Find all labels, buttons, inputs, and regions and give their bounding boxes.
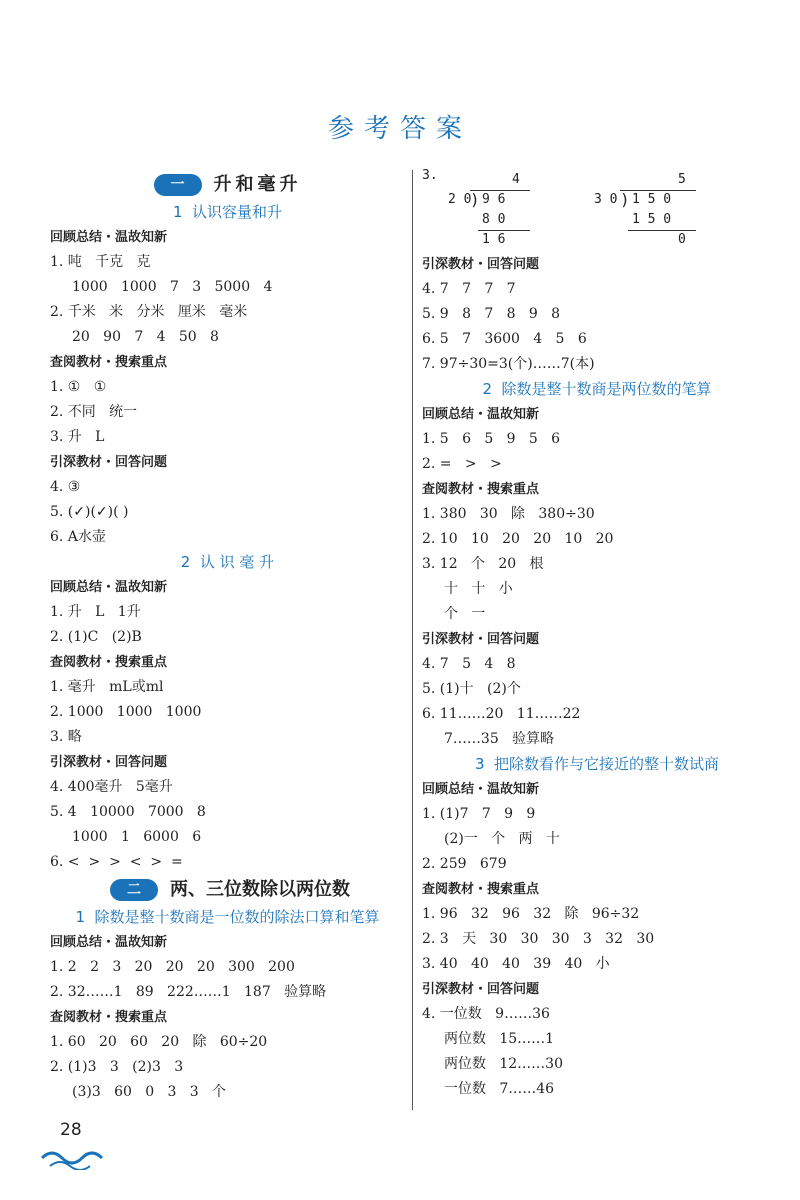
- division-b-bracket: ): [620, 190, 630, 209]
- division-a-remainder: 1 6: [482, 232, 506, 247]
- answer-line: 1. 2 2 3 20 20 20 300 200: [50, 959, 295, 975]
- answer-line: 2. 1000 1000 1000: [50, 704, 202, 720]
- long-division-block: [422, 168, 772, 247]
- division-b-remainder: 0: [678, 232, 686, 247]
- lesson-title: 1 除数是整十数商是一位数的除法口算和笔算: [75, 908, 380, 926]
- answer-line: 7. 97÷30=3(个)……7(本): [422, 356, 595, 372]
- division-a-dividend: 9 6: [482, 192, 506, 207]
- right-column-rows: [422, 252, 772, 1102]
- page-title: 参考答案: [327, 114, 472, 144]
- division-a-bracket: ): [470, 190, 480, 209]
- section-heading: 引深教材・回答问题: [422, 257, 540, 272]
- section-heading: 查阅教材・搜索重点: [422, 882, 540, 897]
- answer-line: 1. ① ①: [50, 379, 107, 395]
- answer-line: 5. 4 10000 7000 8: [50, 804, 206, 820]
- answer-line: 2. 不同 统一: [50, 404, 138, 420]
- section-heading: 回顾总结・温故知新: [422, 407, 540, 422]
- chapter-title: 升和毫升: [213, 174, 302, 195]
- section-heading: 回顾总结・温故知新: [422, 782, 540, 797]
- division-b-bar: [620, 190, 696, 191]
- answer-line: 1. 毫升 mL或ml: [50, 679, 164, 695]
- lesson-title: 1 认识容量和升: [172, 203, 283, 221]
- answer-line-continued: 两位数 12……30: [444, 1056, 563, 1072]
- answer-line: 2. 259 679: [422, 856, 507, 872]
- division-a-product: 8 0: [482, 212, 506, 227]
- division-b-product: 1 5 0: [632, 212, 672, 227]
- division-b-divisor: 3 0: [594, 192, 618, 207]
- section-heading: 回顾总结・温故知新: [50, 580, 168, 595]
- answer-line: 1. 96 32 96 32 除 96÷32: [422, 906, 640, 922]
- division-b-quotient: 5: [678, 172, 686, 187]
- lesson-title: 3 把除数看作与它接近的整十数试商: [474, 755, 720, 773]
- right-column: [422, 168, 772, 1102]
- answer-line: 5. 9 8 7 8 9 8: [422, 306, 561, 322]
- lesson-title: 2 认 识 毫 升: [180, 553, 275, 571]
- answer-line: 1. 吨 千克 克: [50, 254, 151, 270]
- answer-line: 4. 7 7 7 7: [422, 281, 516, 297]
- section-heading: 回顾总结・温故知新: [50, 935, 168, 950]
- chapter-badge: 二: [110, 879, 158, 901]
- answer-line-continued: 1000 1000 7 3 5000 4: [72, 279, 273, 295]
- answer-line-continued: 20 90 7 4 50 8: [72, 329, 219, 345]
- division-a-quotient: 4: [512, 172, 520, 187]
- wave-icon: [40, 1140, 120, 1170]
- section-heading: 回顾总结・温故知新: [50, 230, 168, 245]
- section-heading: 引深教材・回答问题: [50, 455, 168, 470]
- section-heading: 查阅教材・搜索重点: [50, 1010, 168, 1025]
- lesson-title: 2 除数是整十数商是两位数的笔算: [482, 380, 712, 398]
- answer-line-continued: 十 十 小: [444, 581, 513, 597]
- answer-line: 3. 12 个 20 根: [422, 556, 544, 572]
- answer-line-continued: 一位数 7……46: [444, 1081, 555, 1097]
- chapter-heading: [50, 170, 405, 200]
- answer-line: 2. 千米 米 分米 厘米 毫米: [50, 304, 248, 320]
- answer-line-continued: 个 一: [444, 606, 486, 622]
- answer-line: 4. 400毫升 5毫升: [50, 779, 173, 795]
- answer-line: 2. 10 10 20 20 10 20: [422, 531, 614, 547]
- section-heading: 引深教材・回答问题: [422, 982, 540, 997]
- answer-line: 4. ③: [50, 479, 81, 495]
- division-label: 3.: [422, 168, 438, 183]
- chapter-title: 两、三位数除以两位数: [170, 879, 350, 900]
- answer-line: 6. A水壶: [50, 529, 106, 545]
- answer-line: 6. 11……20 11……22: [422, 706, 581, 722]
- section-heading: 引深教材・回答问题: [422, 632, 540, 647]
- chapter-badge: 一: [154, 174, 202, 196]
- answer-line: 1. 380 30 除 380÷30: [422, 506, 595, 522]
- left-column: [50, 170, 405, 1105]
- answer-line: 1. (1)7 7 9 9: [422, 806, 536, 822]
- answer-line: 2. (1)C (2)B: [50, 629, 142, 645]
- answer-line-continued: (3)3 60 0 3 3 个: [72, 1084, 227, 1100]
- section-heading: 查阅教材・搜索重点: [50, 355, 168, 370]
- answer-line: 2. 32……1 89 222……1 187 验算略: [50, 984, 327, 1000]
- answer-line-continued: 7……35 验算略: [444, 731, 555, 747]
- page-number: 28: [60, 1120, 82, 1140]
- answer-line: 3. 升 L: [50, 429, 105, 445]
- answer-line: 4. 7 5 4 8: [422, 656, 516, 672]
- answer-line: 2. = > >: [422, 456, 502, 472]
- answer-line-continued: (2)一 个 两 十: [444, 831, 560, 847]
- division-b-dividend: 1 5 0: [632, 192, 672, 207]
- answer-line: 6. < > > < > =: [50, 854, 183, 870]
- answer-line: 3. 略: [50, 729, 82, 745]
- section-heading: 引深教材・回答问题: [50, 755, 168, 770]
- answer-line: 4. 一位数 9……36: [422, 1006, 550, 1022]
- answer-line: 1. 60 20 60 20 除 60÷20: [50, 1034, 268, 1050]
- answer-line: 3. 40 40 40 39 40 小: [422, 956, 610, 972]
- answer-line: 5. (✓)(✓)( ): [50, 504, 129, 520]
- column-divider: [412, 170, 413, 1110]
- division-a-subline: [478, 230, 530, 231]
- division-a-divisor: 2 0: [448, 192, 472, 207]
- answer-line: 5. (1)十 (2)个: [422, 681, 521, 697]
- section-heading: 查阅教材・搜索重点: [50, 655, 168, 670]
- answer-line-continued: 两位数 15……1: [444, 1031, 555, 1047]
- answer-line: 2. 3 天 30 30 30 3 32 30: [422, 931, 655, 947]
- answer-line-continued: 1000 1 6000 6: [72, 829, 202, 845]
- section-heading: 查阅教材・搜索重点: [422, 482, 540, 497]
- answer-line: 1. 升 L 1升: [50, 604, 141, 620]
- answer-line: 2. (1)3 3 (2)3 3: [50, 1059, 184, 1075]
- answer-line: 6. 5 7 3600 4 5 6: [422, 331, 587, 347]
- division-b-subline: [628, 230, 696, 231]
- answer-line: 1. 5 6 5 9 5 6: [422, 431, 561, 447]
- chapter-heading: [50, 875, 405, 905]
